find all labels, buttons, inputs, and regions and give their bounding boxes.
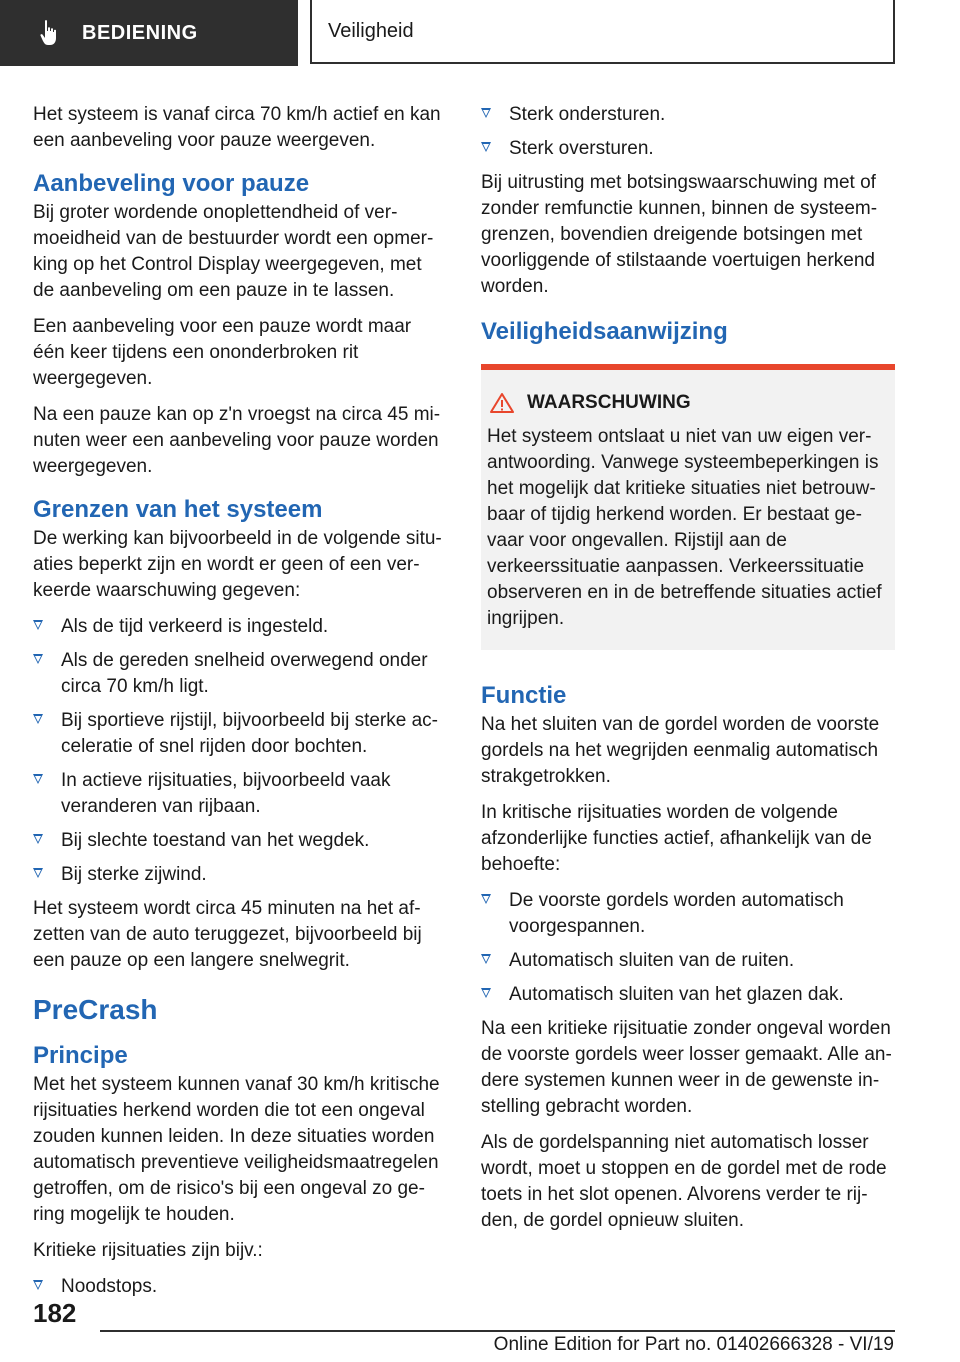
list-item: Bij slechte toestand van het wegdek. xyxy=(33,828,447,854)
paragraph: De werking kan bijvoorbeeld in de volgende situaties beperkt zijn en wordt er geen of een verkeerde waarschuwing gegeven: xyxy=(33,528,442,601)
paragraph: Met het systeem kunnen vanaf 30 km/h kritische rijsituaties herkend worden die tot een ongeval zouden kunnen leiden. In deze situaties worden automatisch preventieve veiligheidsmaatregelen getroffen, om de risico's bij een ongeval zo gering mogelijk te houden. xyxy=(33,1074,440,1225)
bullet-triangle-icon xyxy=(481,988,491,998)
bullet-triangle-icon xyxy=(33,774,43,784)
heading-veiligheid: Veiligheidsaanwijzing xyxy=(481,318,728,345)
grenzen-list xyxy=(33,614,447,888)
section-tab xyxy=(0,0,298,66)
list-item: In actieve rijsituaties, bijvoorbeeld vaak veranderen van rijbaan. xyxy=(33,768,447,820)
edition-text: Online Edition for Part no. 01402666328 - VI/19 xyxy=(493,1334,894,1355)
warning-title: WAARSCHUWING xyxy=(487,390,883,416)
list-item: Als de gereden snelheid overwegend onder circa 70 km/h ligt. xyxy=(33,648,447,700)
footer-divider xyxy=(100,1330,895,1332)
bullet-triangle-icon xyxy=(481,142,491,152)
hand-pointer-icon xyxy=(38,18,64,48)
paragraph: Als de gordelspanning niet automatisch losser wordt, moet u stoppen en de gordel met de rode toets in het slot openen. Alvorens verder te rijden, de gordel opnieuw sluiten. xyxy=(481,1132,887,1231)
bullet-triangle-icon xyxy=(33,620,43,630)
list-item: Noodstops. xyxy=(33,1274,447,1300)
bullet-triangle-icon xyxy=(33,714,43,724)
paragraph: Een aanbeveling voor een pauze wordt maar één keer tijdens een ononderbroken rit weergegeven. xyxy=(33,316,412,389)
heading-aanbeveling: Aanbeveling voor pauze xyxy=(33,170,310,197)
chapter-label: Veiligheid xyxy=(328,19,414,42)
heading-grenzen: Grenzen van het systeem xyxy=(33,496,323,523)
bullet-triangle-icon xyxy=(481,894,491,904)
heading-precrash: PreCrash xyxy=(33,994,158,1025)
list-item: Als de tijd verkeerd is ingesteld. xyxy=(33,614,447,640)
list-item: Bij sterke zijwind. xyxy=(33,862,447,888)
warning-box xyxy=(481,364,895,650)
list-item: Bij sportieve rijstijl, bijvoorbeeld bij sterke acceleratie of snel rijden door bochten. xyxy=(33,708,447,760)
bullet-triangle-icon xyxy=(33,834,43,844)
paragraph: Na het sluiten van de gordel worden de voorste gordels na het wegrijden eenmalig automatisch strakgetrokken. xyxy=(481,714,880,787)
bullet-triangle-icon xyxy=(481,108,491,118)
page-header xyxy=(0,0,960,66)
list-item: Automatisch sluiten van de ruiten. xyxy=(481,948,895,974)
page-footer xyxy=(0,1290,960,1362)
paragraph: In kritische rijsituaties worden de volgende afzonderlijke functies actief, afhankelijk van de behoefte: xyxy=(481,802,872,875)
left-column xyxy=(33,102,447,1308)
page-number: 182 xyxy=(33,1298,77,1328)
paragraph: Bij groter wordende onoplettendheid of vermoeidheid van de bestuurder wordt een opmerking op het Control Display weergegeven, met de aanbeveling om een pauze in te lassen. xyxy=(33,202,434,301)
section-label: BEDIENING xyxy=(82,21,198,44)
intro-paragraph: Het systeem is vanaf circa 70 km/h actief en kan een aanbeveling voor pauze weergeven. xyxy=(33,104,441,151)
paragraph: Na een kritieke rijsituatie zonder ongeval worden de voorste gordels weer losser gemaakt. Alle andere systemen kunnen weer in de gewenste instelling gebracht worden. xyxy=(481,1018,892,1117)
chapter-box xyxy=(310,0,895,64)
functie-list xyxy=(481,888,895,1008)
bullet-triangle-icon xyxy=(33,868,43,878)
right-column xyxy=(481,102,895,1244)
paragraph: Kritieke rijsituaties zijn bijv.: xyxy=(33,1240,263,1261)
heading-functie: Functie xyxy=(481,682,567,709)
warning-triangle-icon xyxy=(489,392,515,414)
paragraph: Bij uitrusting met botsingswaarschuwing met of zonder remfunctie kunnen, binnen de systeemgrenzen, bovendien dreigende botsingen met voorliggende of stilstaande voertuigen herkend worden. xyxy=(481,172,878,297)
warning-text: Het systeem ontslaat u niet van uw eigen verantwoording. Vanwege systeembeperkingen is het mogelijk dat kritieke situaties niet betrouwbaar of tijdig herkend worden. Er bestaat gevaar voor ongevallen. Rijstijl aan de verkeerssituatie aanpassen. Verkeerssituatie observeren en in de betreffende situaties actief ingrijpen. xyxy=(487,426,882,629)
kritiek-list-continued xyxy=(481,102,895,162)
bullet-triangle-icon xyxy=(33,1280,43,1290)
heading-principe: Principe xyxy=(33,1042,128,1069)
list-item: Sterk ondersturen. xyxy=(481,102,895,128)
list-item: Sterk oversturen. xyxy=(481,136,895,162)
bullet-triangle-icon xyxy=(481,954,491,964)
list-item: De voorste gordels worden automatisch voorgespannen. xyxy=(481,888,895,940)
bullet-triangle-icon xyxy=(33,654,43,664)
list-item: Automatisch sluiten van het glazen dak. xyxy=(481,982,895,1008)
paragraph: Na een pauze kan op z'n vroegst na circa 45 minuten weer een aanbeveling voor pauze worden weergegeven. xyxy=(33,404,441,477)
paragraph: Het systeem wordt circa 45 minuten na het afzetten van de auto teruggezet, bijvoorbeeld bij een pauze op een langere snelwegrit. xyxy=(33,898,422,971)
